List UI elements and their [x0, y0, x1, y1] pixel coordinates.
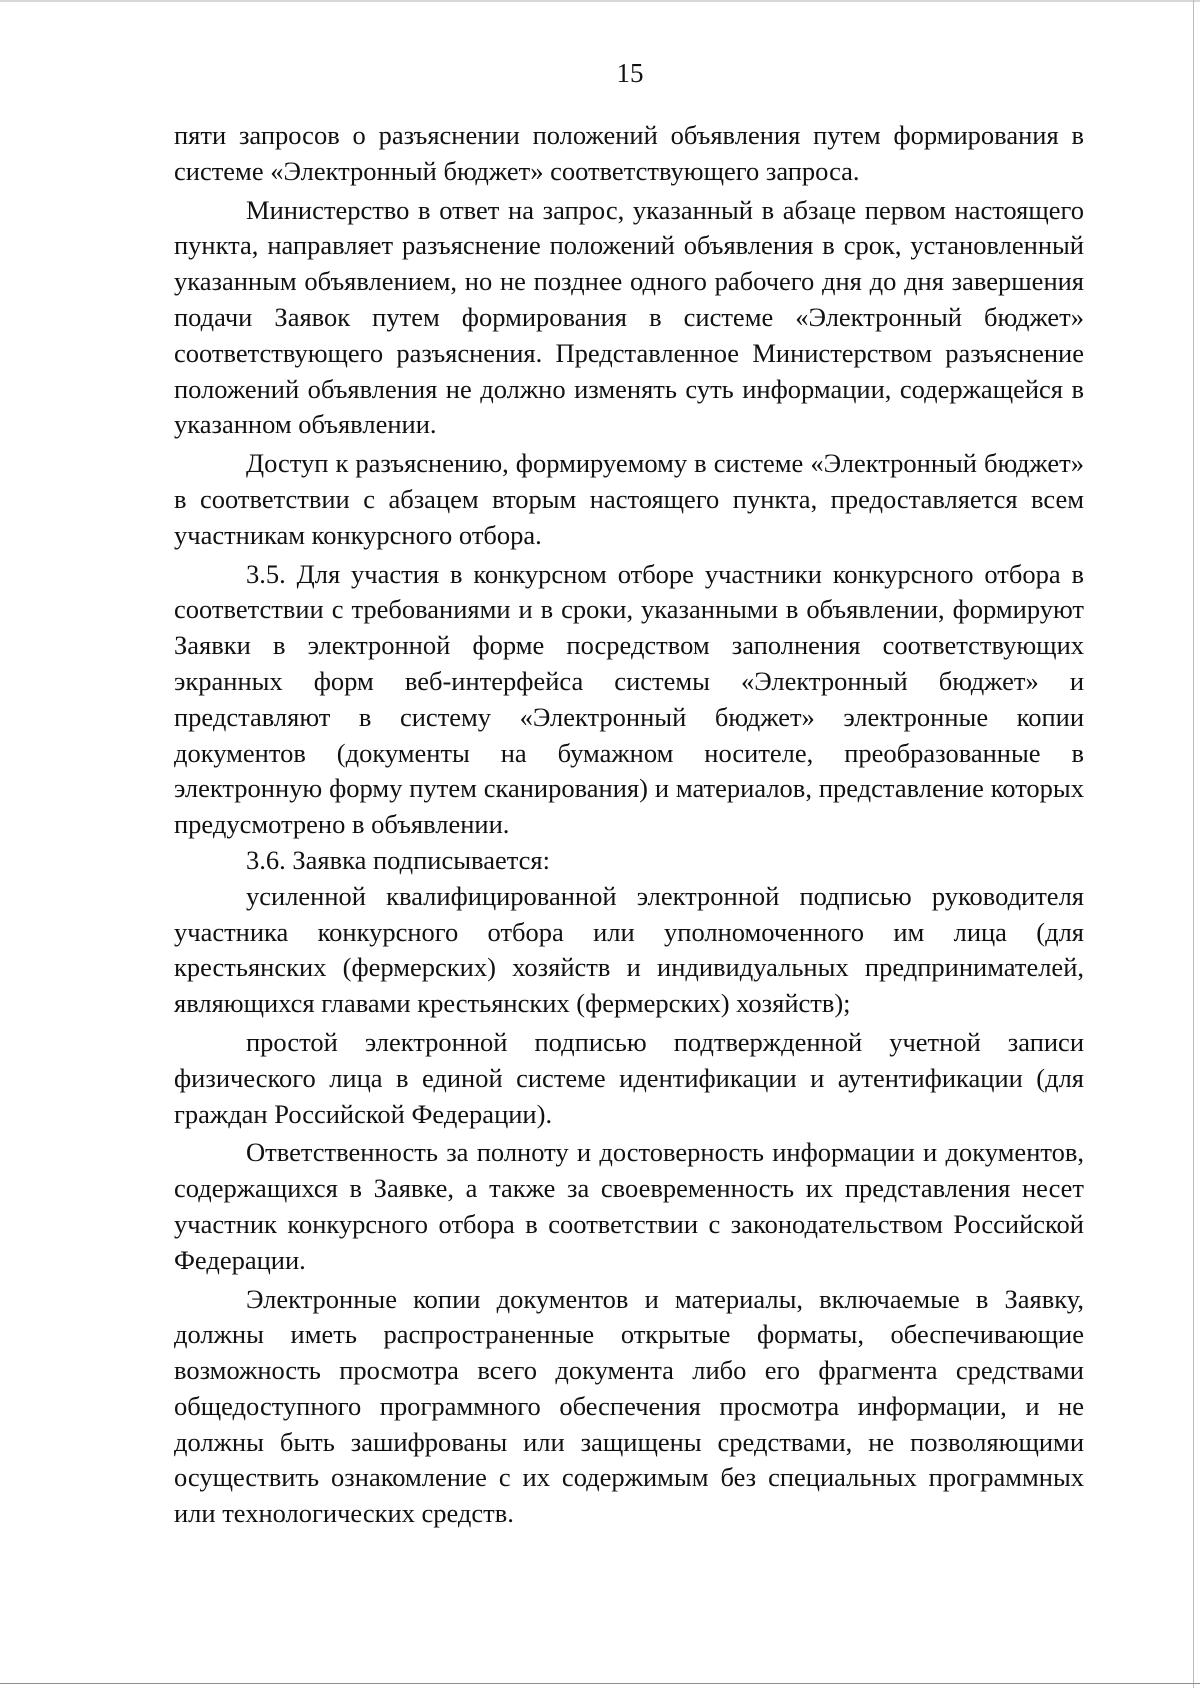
- paragraph-continuation: пяти запросов о разъяснении положений объявления путем формирования в системе «Электронный бюджет» соответствующего запроса.: [174, 120, 1084, 186]
- document-body: [174, 118, 1084, 1532]
- paragraph-access-to-clarification: Доступ к разъяснению, формируемому в системе «Электронный бюджет» в соответствии с абзацем вторым настоящего пункта, предоставляется всем участникам конкурсного отбора.: [174, 448, 1084, 550]
- page-number: 15: [616, 58, 644, 88]
- paragraph-responsibility: Ответственность за полноту и достоверность информации и документов, содержащихся в Заявке, а также за своевременность их представления несет участник конкурсного отбора в соответствии с законодательством Российской Федерации.: [174, 1137, 1084, 1275]
- paragraph-3-6: 3.6. Заявка подписывается:: [246, 844, 550, 875]
- paragraph-simple-signature: простой электронной подписью подтвержденной учетной записи физического лица в единой системе идентификации и аутентификации (для граждан Российской Федерации).: [174, 1026, 1084, 1129]
- paragraph-3-5: 3.5. Для участия в конкурсном отборе участники конкурсного отбора в соответствии с требованиями и в сроки, указанными в объявлении, формируют Заявки в электронной форме посредством заполнения соответствующих экранных форм веб-интерфейса системы «Электронный бюджет» и представляют в систему «Электронный бюджет» электронные копии документов (документы на бумажном носителе, преобразованные в электронную форму путем сканирования) и материалов, представление которых предусмотрено в объявлении.: [174, 558, 1084, 840]
- scan-edge-top: [0, 0, 1200, 2]
- paragraph-ministry-response: Министерство в ответ на запрос, указанный в абзаце первом настоящего пункта, направляет разъяснение положений объявления в срок, установленный указанным объявлением, но не позднее одного рабочего дня до дня завершения подачи Заявок путем формирования в системе «Электронный бюджет» соответствующего разъяснения. Представленное Министерством разъяснение положений объявления не должно изменять суть информации, содержащейся в указанном объявлении.: [174, 194, 1084, 440]
- scan-edge-right: [1193, 0, 1194, 1688]
- scan-edge-bottom: [0, 1683, 1200, 1684]
- paragraph-electronic-copies: Электронные копии документов и материалы, включаемые в Заявку, должны иметь распространенные открытые форматы, обеспечивающие возможность просмотра всего документа либо его фрагмента средствами общедоступного программного обеспечения просмотра информации, и не должны быть зашифрованы или защищены средствами, не позволяющими осуществить ознакомление с их содержимым без специальных программных или технологических средств.: [174, 1283, 1084, 1529]
- paragraph-qualified-signature: усиленной квалифицированной электронной подписью руководителя участника конкурсного отбора или уполномоченного им лица (для крестьянских (фермерских) хозяйств и индивидуальных предпринимателей, являющихся главами крестьянских (фермерских) хозяйств);: [174, 880, 1084, 1019]
